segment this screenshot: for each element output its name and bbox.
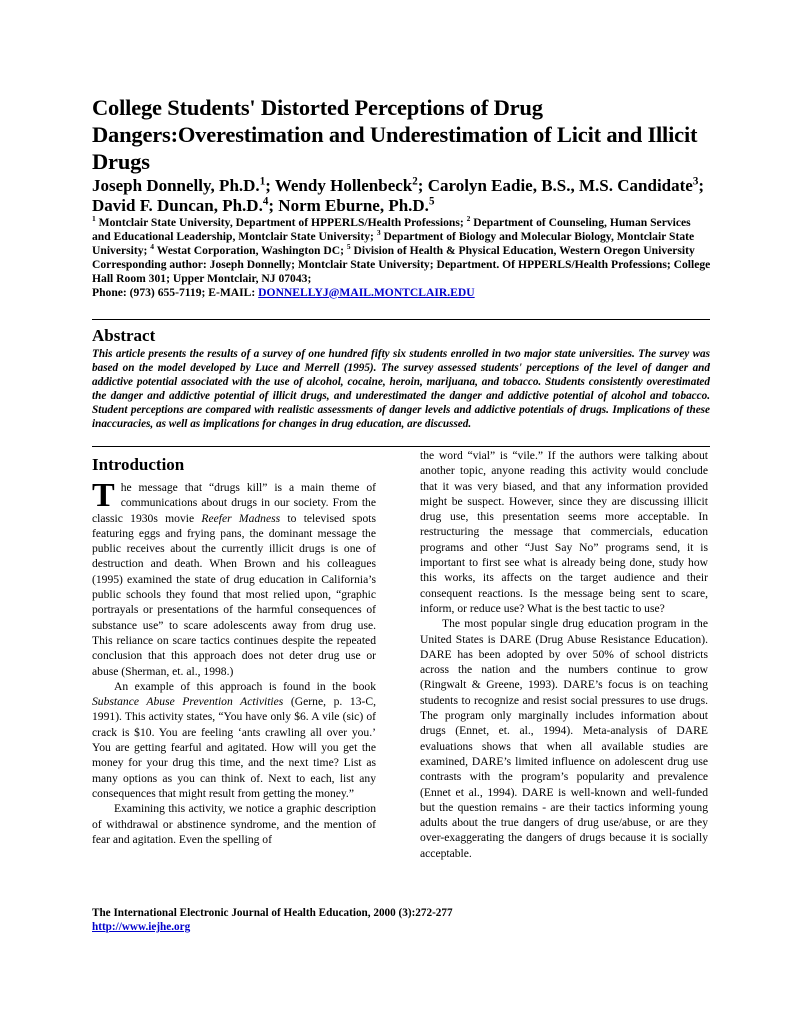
author-list xyxy=(92,176,712,216)
abstract-text: This article presents the results of a survey of one hundred fifty six students enrolled in two major state universities. The survey was based on the model developed by Luce and Merrell (1995). The survey assessed students' perceptions of the level of danger and addictive potential associated with the use of alcohol, cocaine, heroin, marijuana, and tobacco. Students consistently overestimated the danger and addictive potential of illicit drugs, and underestimated the danger and addictive potential of alcohol and tobacco. Student perceptions are compared with realistic assessments of danger levels and addictive potentials of drugs. Implications of these inaccuracies, as well as implications for changes in drug education, are discussed. xyxy=(92,348,710,431)
divider-bottom xyxy=(92,446,710,447)
intro-paragraph-4: The most popular single drug education program in the United States is DARE (Drug Abuse Resistance Education). DARE has been adopted by over 50% of school districts across the nation and the numbers continue to grow (Ringwalt & Greene, 1993). DARE’s focus is on teaching students to recognize and resist social pressures to use drugs. The program only marginally includes information about drugs (Ennet, et. al., 1994). Meta-analysis of DARE evaluations shows that when all available studies are examined, DARE’s limited influence on adolescent drug use contrasts with the program’s popularity and prevalence (Ennet et al., 1994). DARE is well-known and well-funded but the question remains - are their tactics informing young adults about the true dangers of drug use/abuse, or are they over-exaggerating the dangers of drugs because it is socially acceptable. xyxy=(420,617,708,860)
introduction-heading: Introduction xyxy=(92,455,185,474)
journal-citation: The International Electronic Journal of Health Education, 2000 (3):272-277 xyxy=(92,907,453,919)
paragraph-text: he message that “drugs kill” is a main theme of communications about drugs in our society. From the classic 1930s movie xyxy=(92,481,376,525)
corresponding-author: Corresponding author: Joseph Donnelly; Montclair State University; Department. Of HPPERLS/Health Professions; College Hall Room 301; Upper Montclair, NJ 07043; xyxy=(92,257,711,285)
affiliation-text: Department of Biology and Molecular Biology, Montclair State University; xyxy=(92,229,695,257)
intro-paragraph-2 xyxy=(92,679,376,801)
affiliation-text: Westat Corporation, Washington DC; xyxy=(154,243,347,257)
book-title: Substance Abuse Prevention Activities xyxy=(92,695,284,709)
author-name: ; Carolyn Eadie, B.S., M.S. Candidate xyxy=(417,176,693,195)
affiliations xyxy=(92,216,712,299)
contact-phone: Phone: (973) 655-7119; E-MAIL: xyxy=(92,285,259,299)
intro-paragraph-1 xyxy=(92,477,377,679)
paragraph-text: to televised spots featuring eggs and frying pans, the dominant message the public receives about the currently illicit drugs is one of destruction and death. When Brown and his colleagues (1995) examined the state of drug education in California’s public schools they found that most relied upon, “graphic portrayals or presentations of the harmful consequences of substance use” to scare adolescents away from drug use. This reliance on scare tactics continues despite the repeated conclusion that this approach does not deter drug use or abuse (Sherman, et. al., 1998.) xyxy=(92,511,377,678)
journal-url-link[interactable]: http://www.iejhe.org xyxy=(92,921,191,933)
affiliation-marker: 4 xyxy=(150,241,155,251)
affiliation-marker: 2 xyxy=(466,214,471,224)
movie-title: Reefer Madness xyxy=(201,511,281,525)
affiliation-text: Division of Health & Physical Education, Western Oregon University xyxy=(350,243,695,257)
drop-cap: T xyxy=(92,477,115,514)
affiliation-marker: 3 xyxy=(376,228,381,238)
intro-paragraph-3-continued: the word “vial” is “vile.” If the authors were talking about another topic, anyone reading this activity would conclude that it was very biased, and that any information provided might be suspect. However, since they are discussing illicit drug use, this presentation seems more acceptable. In restructuring the message that commercials, education programs and other “Just Say No” programs send, it is important to first see what is already being done, study how this works, its affects on the target audience and their consequent reactions. Is the message being sent to scare, inform, or reduce use? What is the best tactic to use? xyxy=(420,449,708,615)
author-superscript: 2 xyxy=(412,175,418,188)
author-name: ; Norm Eburne, Ph.D. xyxy=(268,196,429,215)
abstract-heading: Abstract xyxy=(92,326,156,345)
author-superscript: 5 xyxy=(428,195,435,208)
paragraph-text: (Gerne, p. 13-C, 1991). This activity states, “You have only $6. A vile (sic) of crack is $10. You are feeling ‘ants crawling all over you.’ You are getting fearful and agitated. How will you get the money for your drug this time, and the next time? List as many options as you can think of. Next to each, list any consequences that might result from getting the money.” xyxy=(92,695,376,800)
affiliation-text: Montclair State University, Department of HPPERLS/Health Professions; xyxy=(95,216,467,229)
author-superscript: 1 xyxy=(259,175,266,188)
author-name: ; Wendy Hollenbeck xyxy=(265,176,413,195)
author-name: Joseph Donnelly, Ph.D. xyxy=(92,176,260,195)
author-superscript: 3 xyxy=(692,175,699,188)
affiliation-marker: 5 xyxy=(346,241,351,251)
paragraph-text: An example of this approach is found in the book xyxy=(114,679,376,693)
affiliation-text: Department of Counseling, Human Services and Educational Leadership, Montclair State University; xyxy=(92,216,691,243)
divider-top xyxy=(92,319,710,320)
email-link[interactable]: DONNELLYJ@MAIL.MONTCLAIR.EDU xyxy=(258,285,475,299)
intro-paragraph-3: Examining this activity, we notice a graphic description of withdrawal or abstinence syndrome, and the mention of fear and agitation. Even the spelling of xyxy=(92,802,376,846)
column-right xyxy=(420,448,708,861)
affiliation-marker: 1 xyxy=(92,214,96,224)
journal-footer xyxy=(92,906,692,934)
paper-title: College Students' Distorted Perceptions of Drug Dangers:Overestimation and Underestimation of Licit and Illicit Drugs xyxy=(92,95,698,174)
author-name: ; David F. Duncan, Ph.D. xyxy=(92,176,705,215)
column-left xyxy=(92,477,377,847)
author-superscript: 4 xyxy=(262,195,269,208)
